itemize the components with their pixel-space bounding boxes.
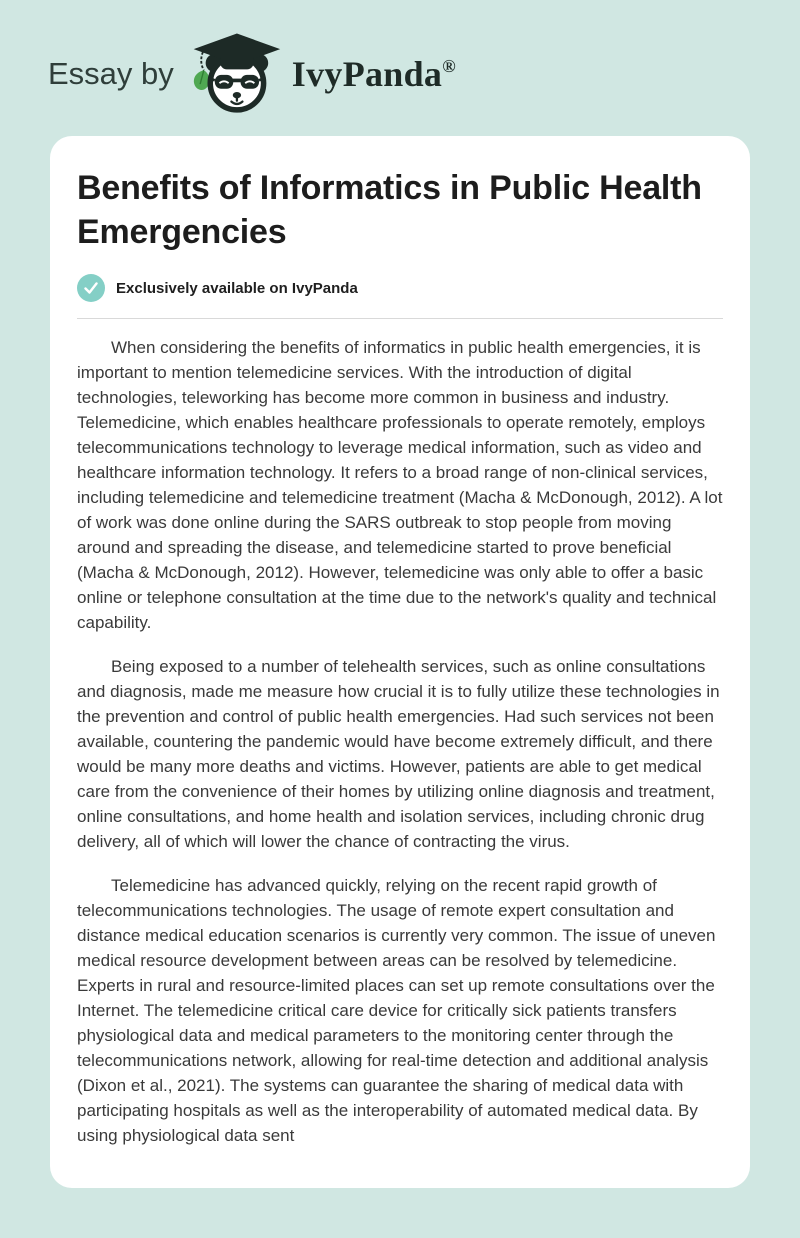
- essay-by-label: Essay by: [48, 56, 174, 91]
- essay-paragraph: When considering the benefits of informatics in public health emergencies, it is important to mention telemedicine services. With the introduction of digital technologies, teleworking has become more common in business and industry. Telemedicine, which enables healthcare professionals to operate remotely, employs telecommunications technology to leverage medical information, such as video and healthcare information technology. It refers to a broad range of non-clinical services, including telemedicine and telemedicine treatment (Macha & McDonough, 2012). A lot of work was done online during the SARS outbreak to stop people from moving around and spreading the disease, and telemedicine started to prove beneficial (Macha & McDonough, 2012). However, telemedicine was only able to offer a basic online or telephone consultation at the time due to the network's quality and technical capability.: [77, 338, 723, 632]
- check-icon: [77, 274, 105, 302]
- brand-name: [292, 53, 456, 95]
- essay-body: [77, 335, 723, 1148]
- exclusive-badge: [77, 274, 723, 302]
- brand-text: IvyPanda: [291, 54, 443, 94]
- essay-paragraph: Being exposed to a number of telehealth services, such as online consultations and diagnosis, made me measure how crucial it is to fully utilize these technologies in the prevention and control of public health emergencies. Had such services not been available, countering the pandemic would have become extremely difficult, and there would be many more deaths and victims. However, patients are able to get medical care from the convenience of their homes by utilizing online diagnosis and treatment, online consultations, and home health and isolation services, including chronic drug delivery, all of which will lower the chance of contracting the virus.: [77, 657, 720, 851]
- essay-paragraph: Telemedicine has advanced quickly, relying on the recent rapid growth of telecommunications technologies. The usage of remote expert consultation and distance medical education scenarios is currently very common. The issue of uneven medical resource development between areas can be resolved by telemedicine. Experts in rural and resource-limited places can set up remote consultations over the Internet. The telemedicine critical care device for critically sick patients transfers physiological data and medical parameters to the monitoring center through the telecommunications network, allowing for real-time detection and additional analysis (Dixon et al., 2021). The systems can guarantee the sharing of medical data with participating hospitals as well as the interoperability of automated medical data. By using physiological data sent: [77, 876, 716, 1145]
- exclusive-badge-label: Exclusively available on IvyPanda: [116, 279, 358, 297]
- page-header: [0, 0, 800, 124]
- page-title: Benefits of Informatics in Public Health Emergencies: [77, 169, 702, 251]
- ivypanda-panda-logo-icon: [190, 29, 282, 119]
- essay-card: [50, 136, 750, 1188]
- divider: [77, 318, 723, 319]
- registered-mark: ®: [442, 56, 456, 76]
